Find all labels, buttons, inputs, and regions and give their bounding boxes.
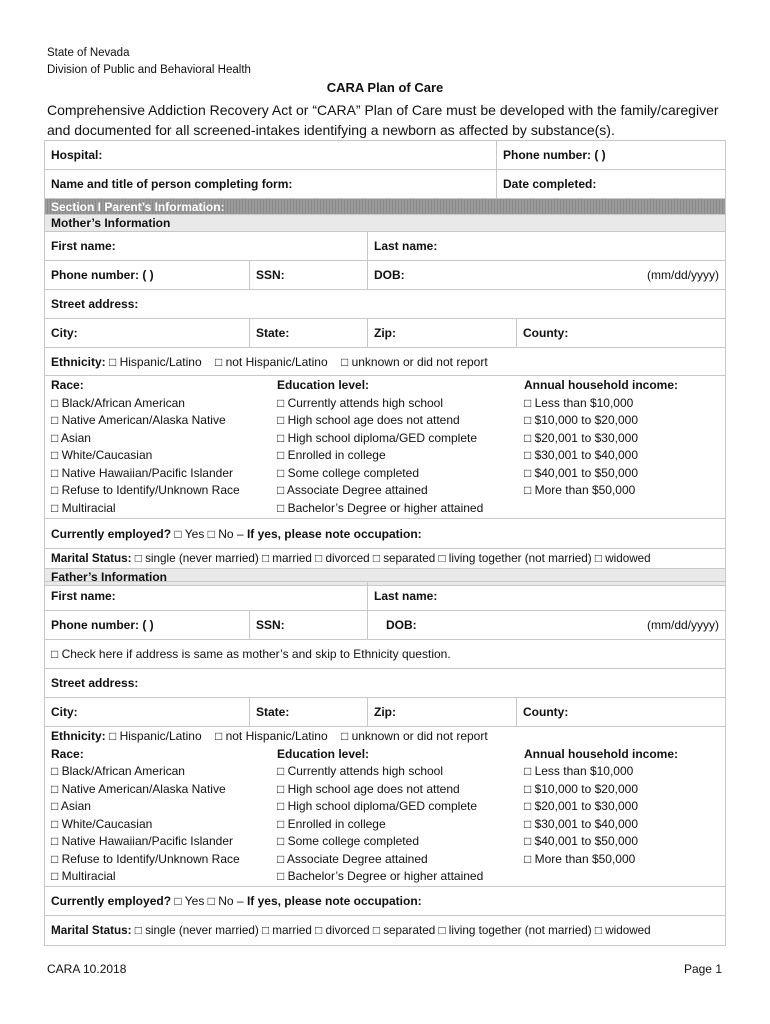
mother-occupation-note: If yes, please note occupation: <box>246 526 422 541</box>
father-race-option[interactable]: □ Native Hawaiian/Pacific Islander <box>51 834 233 848</box>
mother-education-option[interactable]: □ High school age does not attend <box>277 413 460 427</box>
father-income-column <box>524 746 678 886</box>
mother-income-option[interactable]: □ $30,001 to $40,000 <box>524 448 639 462</box>
father-zip-field[interactable]: Zip: <box>368 698 517 727</box>
mother-income-option[interactable]: □ $10,000 to $20,000 <box>524 413 639 427</box>
father-education-option[interactable]: □ Currently attends high school <box>277 764 444 778</box>
mother-county-field[interactable]: County: <box>517 319 726 348</box>
mother-race-option[interactable]: □ Native Hawaiian/Pacific Islander <box>51 465 233 480</box>
mother-race-label: Race: <box>51 378 84 392</box>
father-education-option[interactable]: □ Bachelor’s Degree or higher attained <box>277 869 484 883</box>
father-marital-label: Marital Status: <box>51 924 132 937</box>
father-income-option[interactable]: □ $10,000 to $20,000 <box>524 781 639 796</box>
mother-education-label: Education level: <box>277 378 370 392</box>
mother-race-option[interactable]: □ Asian <box>51 430 91 445</box>
father-ethnicity-label: Ethnicity: <box>51 729 106 743</box>
mother-marital-row[interactable] <box>45 549 726 569</box>
mother-dob-format: (mm/dd/yyyy) <box>647 268 720 282</box>
mother-education-option[interactable]: □ Currently attends high school <box>277 395 444 410</box>
mother-income-column <box>524 377 678 517</box>
mother-ethnicity-label: Ethnicity: <box>51 354 106 369</box>
mother-street-field[interactable]: Street address: <box>45 290 726 319</box>
mother-city-field[interactable]: City: <box>45 319 250 348</box>
father-ethnicity-hispanic[interactable]: □ Hispanic/Latino <box>109 729 202 743</box>
father-employed-row[interactable] <box>45 887 726 916</box>
mother-income-label: Annual household income: <box>524 378 679 392</box>
mother-income-option[interactable]: □ $20,001 to $30,000 <box>524 430 639 445</box>
father-education-option[interactable]: □ High school diploma/GED complete <box>277 799 478 813</box>
father-ethnicity-row <box>45 727 725 746</box>
agency-state: State of Nevada <box>47 47 130 59</box>
father-ethnicity-unknown[interactable]: □ unknown or did not report <box>341 729 488 743</box>
father-income-option[interactable]: □ More than $50,000 <box>524 851 636 866</box>
father-last-name-field[interactable]: Last name: <box>368 582 726 611</box>
mother-education-option[interactable]: □ Some college completed <box>277 465 419 480</box>
mother-demographics <box>45 376 726 519</box>
form-title: CARA Plan of Care <box>326 80 444 95</box>
mother-ethnicity-not-hispanic[interactable]: □ not Hispanic/Latino <box>215 354 328 369</box>
hospital-phone-field[interactable]: Phone number: ( ) <box>497 141 726 170</box>
father-dob-label: DOB: <box>386 618 417 632</box>
father-table <box>44 581 726 946</box>
mother-ethnicity-hispanic[interactable]: □ Hispanic/Latino <box>109 354 202 369</box>
mother-table <box>44 198 726 586</box>
mother-marital-options[interactable]: □ single (never married) □ married □ divorced □ separated □ living together (not married) □ widowed <box>134 552 651 565</box>
father-demographics <box>45 727 726 887</box>
father-education-option[interactable]: □ Some college completed <box>277 834 419 848</box>
father-race-option[interactable]: □ Multiracial <box>51 869 116 883</box>
mother-race-option[interactable]: □ Refuse to Identify/Unknown Race <box>51 483 240 497</box>
father-race-option[interactable]: □ Native American/Alaska Native <box>51 781 226 796</box>
father-marital-row[interactable] <box>45 916 726 946</box>
section1-header: Section I Parent’s Information: <box>45 199 726 215</box>
mother-marital-label: Marital Status: <box>51 552 132 565</box>
mother-state-field[interactable]: State: <box>250 319 368 348</box>
mother-education-column <box>277 377 524 517</box>
mother-employed-row[interactable] <box>45 519 726 549</box>
mother-dob-label: DOB: <box>374 268 405 282</box>
father-education-column <box>277 746 524 886</box>
father-race-column <box>51 746 277 886</box>
mother-first-name-field[interactable]: First name: <box>45 232 368 261</box>
father-income-label: Annual household income: <box>524 746 679 761</box>
mother-zip-field[interactable]: Zip: <box>368 319 517 348</box>
father-street-field[interactable]: Street address: <box>45 669 726 698</box>
father-race-option[interactable]: □ Black/African American <box>51 764 185 778</box>
mother-income-option[interactable]: □ More than $50,000 <box>524 483 636 497</box>
father-race-option[interactable]: □ Asian <box>51 799 91 813</box>
father-income-option[interactable]: □ $40,001 to $50,000 <box>524 834 639 848</box>
father-race-option[interactable]: □ White/Caucasian <box>51 816 153 831</box>
father-ethnicity-not-hispanic[interactable]: □ not Hispanic/Latino <box>215 729 328 743</box>
father-income-option[interactable]: □ Less than $10,000 <box>524 764 634 778</box>
father-race-label: Race: <box>51 746 84 761</box>
mother-ethnicity-row <box>45 348 726 376</box>
father-dob-field[interactable] <box>368 611 726 640</box>
mother-ssn-field[interactable]: SSN: <box>250 261 368 290</box>
mother-employed-options[interactable]: □ Yes □ No – <box>174 526 244 541</box>
hospital-field[interactable]: Hospital: <box>45 141 497 170</box>
footer-form-id: CARA 10.2018 <box>47 962 127 976</box>
father-education-option[interactable]: □ Enrolled in college <box>277 816 386 831</box>
mother-income-option[interactable]: □ $40,001 to $50,000 <box>524 465 639 480</box>
mother-education-option[interactable]: □ Enrolled in college <box>277 448 386 462</box>
form-intro: Comprehensive Addiction Recovery Act or “CARA” Plan of Care must be developed with the family/caregiver and documented for all screened-intakes identifying a newborn as affected by substance(s). <box>47 102 719 138</box>
father-education-option[interactable]: □ Associate Degree attained <box>277 851 428 866</box>
father-same-address-checkbox[interactable]: □ Check here if address is same as mother’s and skip to Ethnicity question. <box>45 640 726 669</box>
father-dob-format: (mm/dd/yyyy) <box>647 618 720 632</box>
mother-dob-field[interactable] <box>368 261 726 290</box>
father-state-field[interactable]: State: <box>250 698 368 727</box>
father-county-field[interactable]: County: <box>517 698 726 727</box>
mother-race-option[interactable]: □ Black/African American <box>51 395 185 410</box>
mother-education-option[interactable]: □ Bachelor’s Degree or higher attained <box>277 500 484 515</box>
mother-income-option[interactable]: □ Less than $10,000 <box>524 395 634 410</box>
father-phone-field[interactable]: Phone number: ( ) <box>45 611 250 640</box>
father-occupation-note: If yes, please note occupation: <box>246 894 422 908</box>
mother-phone-field[interactable]: Phone number: ( ) <box>45 261 250 290</box>
father-heading: Father’s Information <box>45 569 726 586</box>
mother-last-name-field[interactable]: Last name: <box>368 232 726 261</box>
mother-education-option[interactable]: □ High school diploma/GED complete <box>277 430 478 445</box>
mother-employed-label: Currently employed? <box>51 526 172 541</box>
mother-race-column <box>51 377 277 517</box>
father-marital-options[interactable]: □ single (never married) □ married □ divorced □ separated □ living together (not married) □ widowed <box>134 924 651 937</box>
agency-division: Division of Public and Behavioral Health <box>47 64 251 76</box>
mother-ethnicity-unknown[interactable]: □ unknown or did not report <box>341 354 488 369</box>
father-ssn-field[interactable]: SSN: <box>250 611 368 640</box>
date-completed-field[interactable]: Date completed: <box>497 170 726 199</box>
mother-heading: Mother’s Information <box>45 215 726 232</box>
father-first-name-field[interactable]: First name: <box>45 582 368 611</box>
footer-page-number: Page 1 <box>683 962 722 976</box>
father-income-option[interactable]: □ $30,001 to $40,000 <box>524 816 639 831</box>
mother-race-option[interactable]: □ Native American/Alaska Native <box>51 413 226 427</box>
father-education-option[interactable]: □ High school age does not attend <box>277 781 460 796</box>
mother-education-option[interactable]: □ Associate Degree attained <box>277 483 428 497</box>
father-race-option[interactable]: □ Refuse to Identify/Unknown Race <box>51 851 240 866</box>
father-income-option[interactable]: □ $20,001 to $30,000 <box>524 799 639 813</box>
father-city-field[interactable]: City: <box>45 698 250 727</box>
top-info-table <box>44 140 726 199</box>
mother-race-option[interactable]: □ White/Caucasian <box>51 448 153 462</box>
father-education-label: Education level: <box>277 746 370 761</box>
father-employed-options[interactable]: □ Yes □ No – <box>174 894 244 908</box>
name-title-field[interactable]: Name and title of person completing form: <box>45 170 497 199</box>
mother-race-option[interactable]: □ Multiracial <box>51 500 116 515</box>
father-employed-label: Currently employed? <box>51 894 172 908</box>
